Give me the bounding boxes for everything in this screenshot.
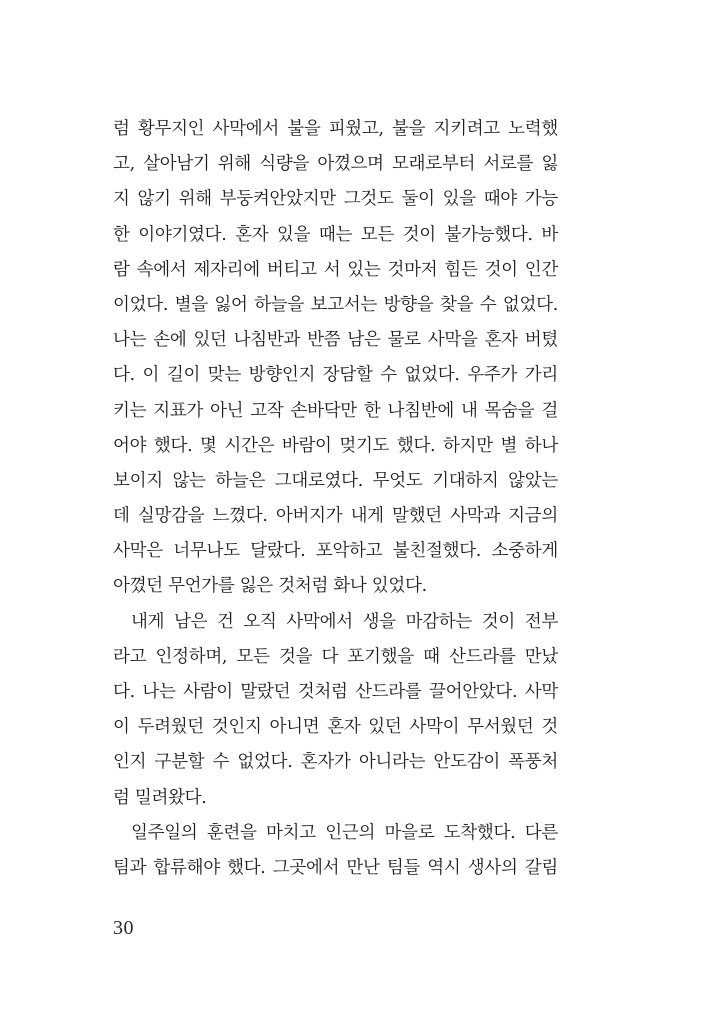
text-line: 이었다. 별을 잃어 하늘을 보고서는 방향을 찾을 수 없었다. bbox=[113, 294, 558, 315]
text-line: 럼 황무지인 사막에서 불을 피웠고, 불을 지키려고 노력했 bbox=[113, 119, 558, 139]
paragraph-end-line: 아꼈던 무언가를 잃은 것처럼 화나 있었다. bbox=[113, 576, 427, 597]
text-line: 인지 구분할 수 없었다. 혼자가 아니라는 안도감이 폭풍처 bbox=[113, 752, 558, 773]
text-line: 보이지 않는 하늘은 그대로였다. 무엇도 기대하지 않았는 bbox=[113, 470, 558, 491]
text-line: 어야 했다. 몇 시간은 바람이 멎기도 했다. 하지만 별 하나 bbox=[113, 435, 558, 456]
text-line: 사막은 너무나도 달랐다. 포악하고 불친절했다. 소중하게 bbox=[113, 541, 558, 562]
text-line: 데 실망감을 느꼈다. 아버지가 내게 말했던 사막과 지금의 bbox=[113, 506, 558, 527]
text-line: 다. 이 길이 맞는 방향인지 장담할 수 없었다. 우주가 가리 bbox=[113, 365, 558, 386]
paragraph-start-line: 내게 남은 건 오직 사막에서 생을 마감하는 것이 전부 bbox=[131, 611, 558, 632]
body-text bbox=[113, 112, 558, 886]
text-line: 람 속에서 제자리에 버티고 서 있는 것마저 힘든 것이 인간 bbox=[113, 259, 558, 280]
text-line: 나는 손에 있던 나침반과 반쯤 남은 물로 사막을 혼자 버텼 bbox=[113, 330, 558, 351]
paragraph-end-line: 럼 밀려왔다. bbox=[113, 787, 207, 808]
text-line: 다. 나는 사람이 말랐던 것처럼 산드라를 끌어안았다. 사막 bbox=[113, 682, 558, 702]
text-line: 라고 인정하며, 모든 것을 다 포기했을 때 산드라를 만났 bbox=[113, 646, 558, 667]
text-line: 한 이야기였다. 혼자 있을 때는 모든 것이 불가능했다. 바 bbox=[113, 224, 558, 245]
text-line: 고, 살아남기 위해 식량을 아꼈으며 모래로부터 서로를 잃 bbox=[113, 154, 558, 175]
text-line: 이 두려웠던 것인지 아니면 혼자 있던 사막이 무서웠던 것 bbox=[113, 717, 558, 738]
text-line: 팀과 합류해야 했다. 그곳에서 만난 팀들 역시 생사의 갈림 bbox=[113, 857, 558, 878]
text-line: 키는 지표가 아닌 고작 손바닥만 한 나침반에 내 목숨을 걸 bbox=[113, 400, 558, 421]
paragraph-start-line: 일주일의 훈련을 마치고 인근의 마을로 도착했다. 다른 bbox=[131, 822, 558, 843]
page-number: 30 bbox=[113, 917, 134, 939]
text-line: 지 않기 위해 부둥켜안았지만 그것도 둘이 있을 때야 가능 bbox=[113, 189, 558, 210]
